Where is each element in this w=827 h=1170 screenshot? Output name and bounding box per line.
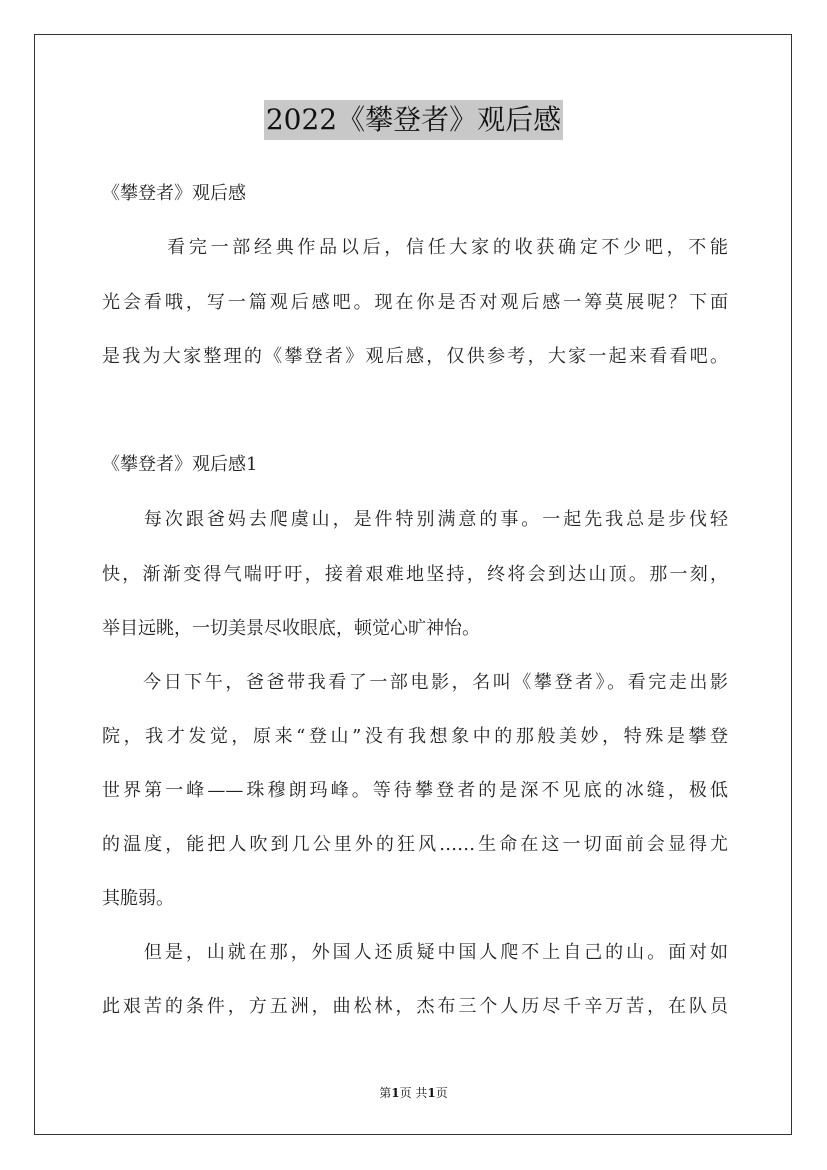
subtitle: 《攀登者》观后感 xyxy=(102,183,246,204)
paragraph-line: 的温度，能把人吹到几公里外的狂风……生命在这一切面前会显得尤 xyxy=(102,834,728,855)
paragraph-line: 世界第一峰——珠穆朗玛峰。等待攀登者的是深不见底的冰缝，极低 xyxy=(102,780,728,801)
paragraph-line: 其脆弱。 xyxy=(102,888,174,909)
intro-line: 光会看哦，写一篇观后感吧。现在你是否对观后感一筹莫展呢？下面 xyxy=(102,292,728,313)
paragraph-line: 但是，山就在那，外国人还质疑中国人爬不上自己的山。面对如 xyxy=(102,942,728,963)
footer-suffix: 页 xyxy=(435,1086,448,1100)
paragraph-line: 此艰苦的条件，方五洲，曲松林，杰布三个人历尽千辛万苦，在队员 xyxy=(102,996,728,1017)
footer-total-pages: 1 xyxy=(427,1086,436,1100)
paragraph-line: 举目远眺，一切美景尽收眼底，顿觉心旷神怡。 xyxy=(102,618,480,639)
paragraph-line: 快，渐渐变得气喘吁吁，接着艰难地坚持，终将会到达山顶。那一刻， xyxy=(102,564,728,585)
footer-current-page: 1 xyxy=(391,1086,400,1100)
title-container xyxy=(0,100,827,140)
intro-line: 看完一部经典作品以后，信任大家的收获确定不少吧，不能 xyxy=(102,237,728,258)
page-footer xyxy=(0,1084,827,1101)
paragraph-line: 今日下午，爸爸带我看了一部电影，名叫《攀登者》。看完走出影 xyxy=(102,672,728,693)
section-heading: 《攀登者》观后感1 xyxy=(102,454,258,475)
paragraph-line: 院，我才发觉，原来“登山”没有我想象中的那般美妙，特殊是攀登 xyxy=(102,726,728,747)
footer-prefix: 第 xyxy=(379,1086,392,1100)
footer-mid: 页 共 xyxy=(399,1086,428,1100)
document-title: 2022《攀登者》观后感 xyxy=(264,100,563,140)
paragraph-line: 每次跟爸妈去爬虞山，是件特别满意的事。一起先我总是步伐轻 xyxy=(102,509,728,530)
intro-line: 是我为大家整理的《攀登者》观后感，仅供参考，大家一起来看看吧。 xyxy=(102,346,728,367)
